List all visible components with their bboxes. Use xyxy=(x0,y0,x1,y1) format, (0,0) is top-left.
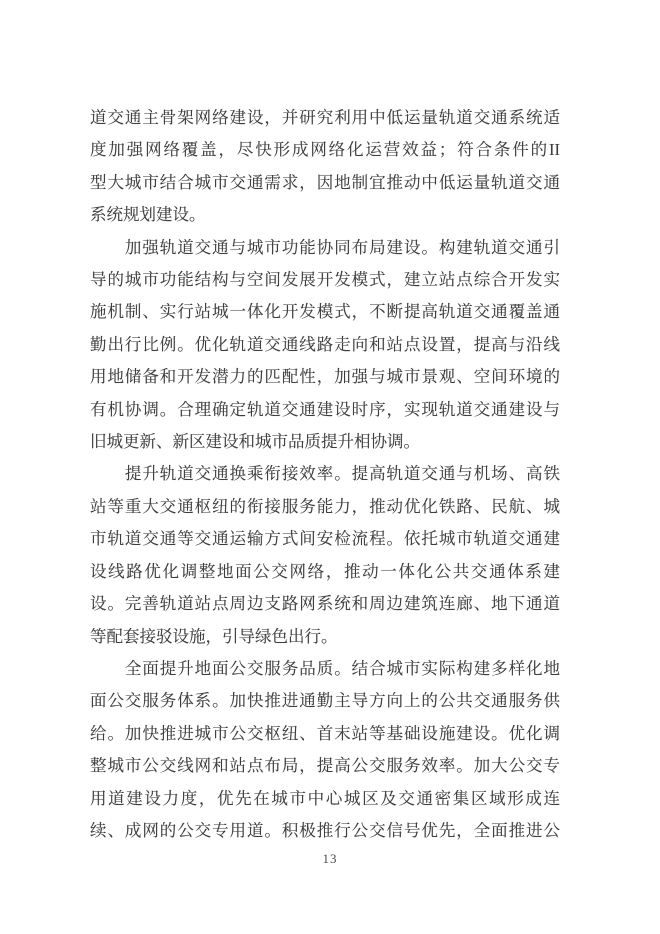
text-line: 系统规划建设。 xyxy=(90,205,206,225)
text-line: 施机制、实行站城一体化开发模式，不断提高轨道交通覆盖通 xyxy=(90,302,560,322)
text-line: 整城市公交线网和站点布局，提高公交服务效率。加大公交专 xyxy=(90,756,560,776)
text-line: 站等重大交通枢纽的衔接服务能力，推动优化铁路、民航、城 xyxy=(90,496,560,516)
text-line: 旧城更新、新区建设和城市品质提升相协调。 xyxy=(90,432,420,452)
text-line: 续、成网的公交专用道。积极推行公交信号优先，全面推进公 xyxy=(90,820,560,840)
text-line: 型大城市结合城市交通需求，因地制宜推动中低运量轨道交通 xyxy=(90,172,560,192)
text-line: 市轨道交通等交通运输方式间安检流程。依托城市轨道交通建 xyxy=(90,529,560,549)
text-line: 给。加快推进城市公交枢纽、首末站等基础设施建设。优化调 xyxy=(90,723,560,743)
text-line: 度加强网络覆盖，尽快形成网络化运营效益；符合条件的II xyxy=(90,140,560,160)
text-line: 导的城市功能结构与空间发展开发模式，建立站点综合开发实 xyxy=(90,270,560,290)
text-line: 提升轨道交通换乘衔接效率。提高轨道交通与机场、高铁 xyxy=(90,464,560,484)
text-line: 勤出行比例。优化轨道交通线路走向和站点设置，提高与沿线 xyxy=(90,334,560,354)
text-block xyxy=(90,102,560,847)
text-line: 面公交服务体系。加快推进通勤主导方向上的公共交通服务供 xyxy=(90,691,560,711)
text-line: 有机协调。合理确定轨道交通建设时序，实现轨道交通建设与 xyxy=(90,399,560,419)
page-number: 13 xyxy=(322,851,338,866)
text-line: 用道建设力度，优先在城市中心城区及交通密集区域形成连 xyxy=(90,788,560,808)
text-line: 全面提升地面公交服务品质。结合城市实际构建多样化地 xyxy=(90,658,560,678)
text-line: 设线路优化调整地面公交网络，推动一体化公共交通体系建 xyxy=(90,561,560,581)
text-line: 加强轨道交通与城市功能协同布局建设。构建轨道交通引 xyxy=(90,237,560,257)
text-line: 用地储备和开发潜力的匹配性，加强与城市景观、空间环境的 xyxy=(90,367,560,387)
text-line: 等配套接驳设施，引导绿色出行。 xyxy=(90,626,338,646)
text-line: 设。完善轨道站点周边支路网系统和周边建筑连廊、地下通道 xyxy=(90,594,560,614)
text-line: 道交通主骨架网络建设，并研究利用中低运量轨道交通系统适 xyxy=(90,108,560,127)
